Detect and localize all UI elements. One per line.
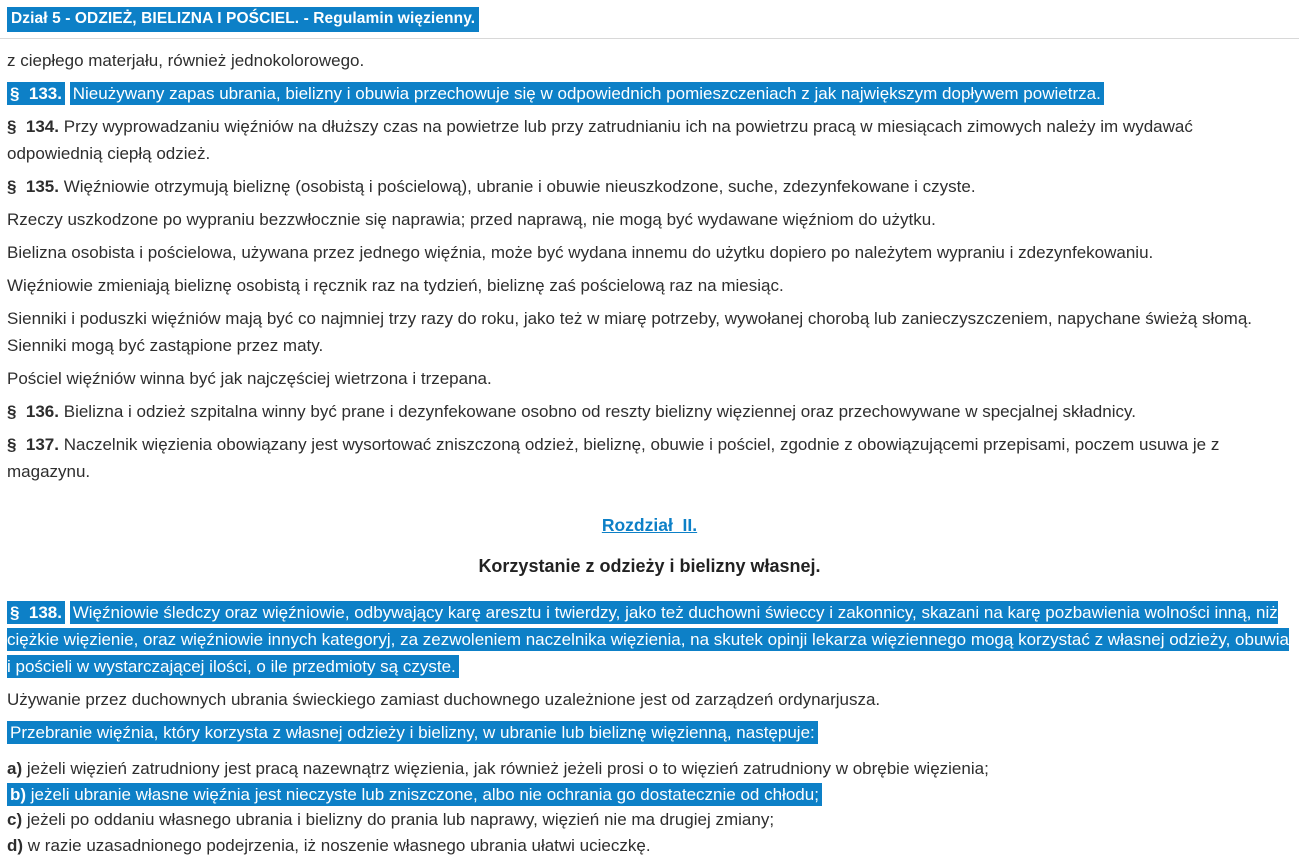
list-item-b [7, 782, 1292, 808]
document-header [0, 0, 1299, 39]
highlighted-text: Nieużywany zapas ubrania, bielizny i obuwia przechowuje się w odpowiednich pomieszczeniach z jak największym dopływem powietrza. [70, 82, 1104, 105]
list-item-text: jeżeli po oddaniu własnego ubrania i bielizny do prania lub naprawy, więzień nie ma drugiej zmiany; [27, 810, 774, 829]
highlighted-text: jeżeli ubranie własne więźnia jest nieczyste lub zniszczone, albo nie ochrania go dostatecznie od chłodu; [31, 785, 819, 804]
paragraph-138 [7, 599, 1292, 680]
paragraph-text: Więźniowie otrzymują bieliznę (osobistą i pościelową), ubranie i obuwie nieuszkodzone, suche, zdezynfekowane i czyste. [64, 177, 976, 196]
section-marker: § 136. [7, 402, 59, 421]
paragraph-135 [7, 173, 1292, 200]
page-title: Dział 5 - ODZIEŻ, BIELIZNA I POŚCIEL. - Regulamin więzienny. [7, 7, 479, 32]
paragraph-133 [7, 80, 1292, 107]
chapter-title: Korzystanie z odzieży i bielizny własnej. [7, 556, 1292, 577]
paragraph-text: Używanie przez duchownych ubrania świeckiego zamiast duchownego uzależnione jest od zarządzeń ordynarjusza. [7, 690, 880, 709]
section-marker: § 137. [7, 435, 59, 454]
list-marker: d) [7, 836, 23, 855]
paragraph-text: Rzeczy uszkodzone po wypraniu bezzwłocznie się naprawia; przed naprawą, nie mogą być wydawane więźniom do użytku. [7, 210, 936, 229]
document-body [0, 39, 1299, 858]
paragraph-text: Naczelnik więzienia obowiązany jest wysortować zniszczoną odzież, bieliznę, obuwie i pościel, zgodnie z obowiązującemi przepisami, poczem usuwa je z magazynu. [7, 435, 1219, 481]
section-marker: § 135. [7, 177, 59, 196]
paragraph-135-6 [7, 365, 1292, 392]
section-marker: § 133. [7, 82, 65, 105]
highlighted-text: Przebranie więźnia, który korzysta z własnej odzieży i bielizny, w ubranie lub bieliznę więzienną, następuje: [7, 721, 818, 744]
list-item-text: jeżeli więzień zatrudniony jest pracą nazewnątrz więzienia, jak również jeżeli prosi o to więzień zatrudniony w obrębie więzienia; [27, 759, 989, 778]
paragraph-text: Pościel więźniów winna być jak najczęściej wietrzona i trzepana. [7, 369, 492, 388]
list-item-d [7, 833, 1292, 858]
section-marker: § 138. [7, 601, 65, 624]
list-item-c [7, 807, 1292, 833]
section-marker: § 134. [7, 117, 59, 136]
paragraph-text: Więźniowie zmieniają bieliznę osobistą i ręcznik raz na tydzień, bieliznę zaś pościelową raz na miesiąc. [7, 276, 784, 295]
chapter-link-container [7, 515, 1292, 536]
paragraph-137 [7, 431, 1292, 485]
chapter-link[interactable]: Rozdział II. [602, 515, 697, 535]
paragraph-138-2 [7, 686, 1292, 713]
list-item-text: w razie uzasadnionego podejrzenia, iż noszenie własnego ubrania ułatwi ucieczkę. [28, 836, 651, 855]
paragraph-text: Bielizna osobista i pościelowa, używana przez jednego więźnia, może być wydana innemu do użytku dopiero po należytem wypraniu i zdezynfekowaniu. [7, 243, 1153, 262]
paragraph-135-3 [7, 239, 1292, 266]
paragraph-text: Przy wyprowadzaniu więźniów na dłuższy czas na powietrze lub przy zatrudnianiu ich na powietrzu pracą w miesiącach zimowych należy im wydawać odpowiednią ciepłą odzież. [7, 117, 1193, 163]
paragraph-136 [7, 398, 1292, 425]
paragraph-135-5 [7, 305, 1292, 359]
paragraph-135-2 [7, 206, 1292, 233]
paragraph-intro [7, 47, 1292, 74]
highlighted-text: Więźniowie śledczy oraz więźniowie, odbywający karę aresztu i twierdzy, jako też duchowni świeccy i zakonnicy, skazani na karę pozbawienia wolności inną, niż ciężkie więzienie, oraz więźniowie innych kategoryj, za zezwoleniem naczelnika więzienia, na skutek opinji lekarza więziennego mogą korzystać z własnej odzieży, obuwia i pościeli w wystarczającej ilości, o ile przedmioty są czyste. [7, 601, 1289, 678]
paragraph-text: Bielizna i odzież szpitalna winny być prane i dezynfekowane osobno od reszty bielizny więziennej oraz przechowywane w specjalnej składnicy. [64, 402, 1136, 421]
list-marker: b) [10, 785, 26, 804]
paragraph-text: Sienniki i poduszki więźniów mają być co najmniej trzy razy do roku, jako też w miarę potrzeby, wywołanej chorobą lub zanieczyszczeniem, napychane świeżą słomą. Sienniki mogą być zastąpione przez maty. [7, 309, 1252, 355]
paragraph-135-4 [7, 272, 1292, 299]
lettered-list [7, 756, 1292, 858]
paragraph-text: z ciepłego materjału, również jednokolorowego. [7, 51, 364, 70]
paragraph-134 [7, 113, 1292, 167]
list-item-a [7, 756, 1292, 782]
paragraph-138-3 [7, 719, 1292, 746]
list-marker: a) [7, 759, 22, 778]
list-marker: c) [7, 810, 22, 829]
